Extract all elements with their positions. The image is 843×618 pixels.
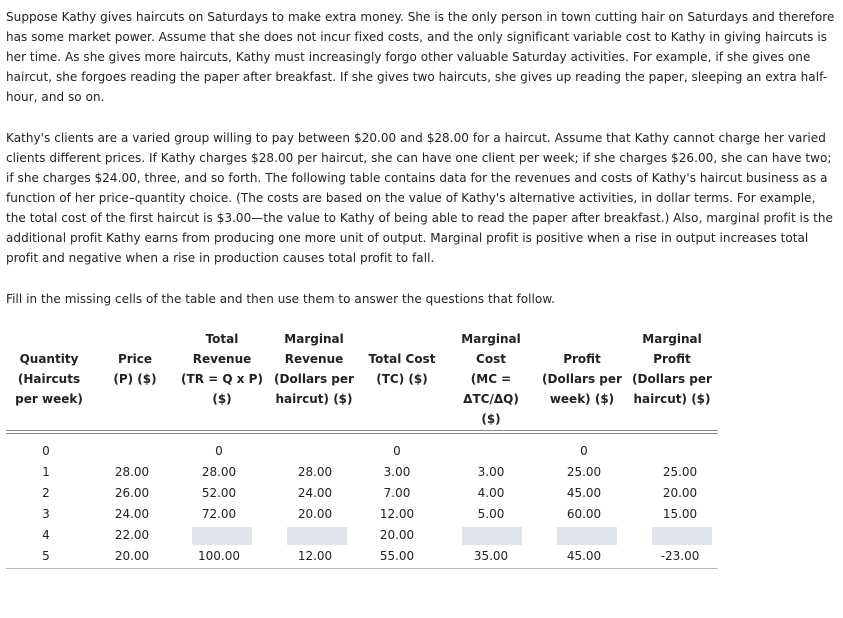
header-marginal-profit-line: (Dollars per bbox=[632, 372, 712, 386]
cell-profit: 25.00 bbox=[566, 465, 602, 479]
clients-paragraph: Kathy's clients are a varied group willing to pay between $20.00 and $28.00 for a haircut. Assume that Kathy cannot charge her varied clients different prices. If Kathy charges $28.00 per haircut, she can have one client per week; if she charges $26.00, she can have two; if she charges $24.00, three, and so forth. The following table contains data for the revenues and costs of Kathy's haircut business as a function of her price–quantity choice. (The costs are based on the value of Kathy's alternative activities, in dollar terms. For example, the total cost of the first haircut is $3.00—the value to Kathy of being able to read the paper after breakfast.) Also, marginal profit is the additional profit Kathy earns from producing one more unit of output. Marginal profit is positive when a rise in output increases total profit and negative when a rise in production causes total profit to fall. bbox=[6, 131, 833, 265]
cell-total-cost: 0 bbox=[393, 444, 401, 458]
cell-marginal-profit: 15.00 bbox=[662, 507, 698, 521]
cell-marginal-cost: 35.00 bbox=[473, 549, 509, 563]
header-total-revenue-line: Total bbox=[205, 332, 239, 346]
header-total-cost-line: Total Cost bbox=[368, 352, 436, 366]
cell-marginal-profit: 25.00 bbox=[662, 465, 698, 479]
header-marginal-profit-line: Marginal bbox=[642, 332, 702, 346]
header-marginal-profit bbox=[626, 329, 718, 409]
table-bottom-rule bbox=[6, 568, 718, 569]
header-quantity-line: Quantity bbox=[19, 352, 79, 366]
header-total-revenue bbox=[172, 329, 272, 409]
cell-quantity: 1 bbox=[42, 465, 50, 479]
input-marginal-profit[interactable] bbox=[652, 527, 712, 545]
header-marginal-cost-line: ΔTC/ΔQ) bbox=[463, 392, 519, 406]
cell-profit: 45.00 bbox=[566, 486, 602, 500]
cell-total-revenue: 0 bbox=[215, 444, 223, 458]
cell-total-cost: 20.00 bbox=[379, 528, 415, 542]
header-marginal-revenue-line: Revenue bbox=[284, 352, 344, 366]
table-header-rule bbox=[6, 433, 718, 434]
intro-paragraph: Suppose Kathy gives haircuts on Saturdays to make extra money. She is the only person in town cutting hair on Saturdays and therefore has some market power. Assume that she does not incur fixed costs, and the only significant variable cost to Kathy in giving haircuts is her time. As she gives more haircuts, Kathy must increasingly forgo other valuable Saturday activities. For example, if she gives one haircut, she forgoes reading the paper after breakfast. If she gives two haircuts, she gives up reading the paper, sleeping an extra half-hour, and so on. bbox=[6, 10, 835, 104]
input-profit[interactable] bbox=[557, 527, 617, 545]
cell-total-cost: 3.00 bbox=[383, 465, 411, 479]
input-marginal-cost[interactable] bbox=[462, 527, 522, 545]
header-quantity-line: (Haircuts bbox=[17, 372, 81, 386]
header-profit-line: week) ($) bbox=[549, 392, 615, 406]
table-header-rule bbox=[6, 430, 718, 431]
header-marginal-cost-line: Cost bbox=[476, 352, 506, 366]
cell-marginal-revenue: 24.00 bbox=[297, 486, 333, 500]
header-total-cost-line: (TC) ($) bbox=[376, 372, 428, 386]
cell-marginal-profit: 20.00 bbox=[662, 486, 698, 500]
header-marginal-profit-line: Profit bbox=[653, 352, 691, 366]
header-marginal-cost-line: Marginal bbox=[461, 332, 521, 346]
cell-total-cost: 7.00 bbox=[383, 486, 411, 500]
cell-marginal-cost: 5.00 bbox=[477, 507, 505, 521]
header-total-revenue-line: Revenue bbox=[192, 352, 252, 366]
header-marginal-revenue bbox=[266, 329, 362, 409]
cell-marginal-profit: -23.00 bbox=[660, 549, 700, 563]
header-total-revenue-line: (TR = Q x P) bbox=[181, 372, 263, 386]
cell-price: 24.00 bbox=[114, 507, 150, 521]
header-marginal-profit-line: haircut) ($) bbox=[633, 392, 711, 406]
cell-quantity: 2 bbox=[42, 486, 50, 500]
cell-quantity: 4 bbox=[42, 528, 50, 542]
cell-total-revenue: 100.00 bbox=[198, 549, 240, 563]
cell-quantity: 5 bbox=[42, 549, 50, 563]
instructions-paragraph: Fill in the missing cells of the table and then use them to answer the questions that follow. bbox=[6, 292, 555, 306]
cell-total-revenue: 72.00 bbox=[201, 507, 237, 521]
input-marginal-revenue[interactable] bbox=[287, 527, 347, 545]
header-marginal-cost-line: (MC = bbox=[470, 372, 512, 386]
cell-quantity: 3 bbox=[42, 507, 50, 521]
header-total-cost bbox=[360, 349, 444, 389]
input-total-revenue[interactable] bbox=[192, 527, 252, 545]
cell-total-cost: 12.00 bbox=[379, 507, 415, 521]
cell-marginal-revenue: 28.00 bbox=[297, 465, 333, 479]
header-quantity bbox=[6, 349, 92, 409]
cell-marginal-cost: 3.00 bbox=[477, 465, 505, 479]
header-profit-line: (Dollars per bbox=[542, 372, 622, 386]
header-total-revenue-line: ($) bbox=[212, 392, 232, 406]
cell-total-revenue: 52.00 bbox=[201, 486, 237, 500]
cell-price: 28.00 bbox=[114, 465, 150, 479]
header-marginal-cost-line: ($) bbox=[481, 412, 501, 426]
header-marginal-revenue-line: haircut) ($) bbox=[275, 392, 353, 406]
cell-marginal-revenue: 12.00 bbox=[297, 549, 333, 563]
cell-total-revenue: 28.00 bbox=[201, 465, 237, 479]
header-price-line: (P) ($) bbox=[113, 372, 157, 386]
header-marginal-revenue-line: (Dollars per bbox=[274, 372, 354, 386]
header-price-line: Price bbox=[117, 352, 153, 366]
cell-price: 20.00 bbox=[114, 549, 150, 563]
cell-profit: 60.00 bbox=[566, 507, 602, 521]
cell-profit: 0 bbox=[580, 444, 588, 458]
cell-marginal-cost: 4.00 bbox=[477, 486, 505, 500]
cell-price: 22.00 bbox=[114, 528, 150, 542]
header-marginal-cost bbox=[446, 329, 536, 429]
header-profit bbox=[534, 349, 630, 409]
cell-price: 26.00 bbox=[114, 486, 150, 500]
header-quantity-line: per week) bbox=[15, 392, 83, 406]
header-marginal-revenue-line: Marginal bbox=[284, 332, 344, 346]
cell-total-cost: 55.00 bbox=[379, 549, 415, 563]
cell-marginal-revenue: 20.00 bbox=[297, 507, 333, 521]
cell-profit: 45.00 bbox=[566, 549, 602, 563]
header-price bbox=[104, 349, 166, 389]
cell-quantity: 0 bbox=[42, 444, 50, 458]
header-profit-line: Profit bbox=[563, 352, 601, 366]
